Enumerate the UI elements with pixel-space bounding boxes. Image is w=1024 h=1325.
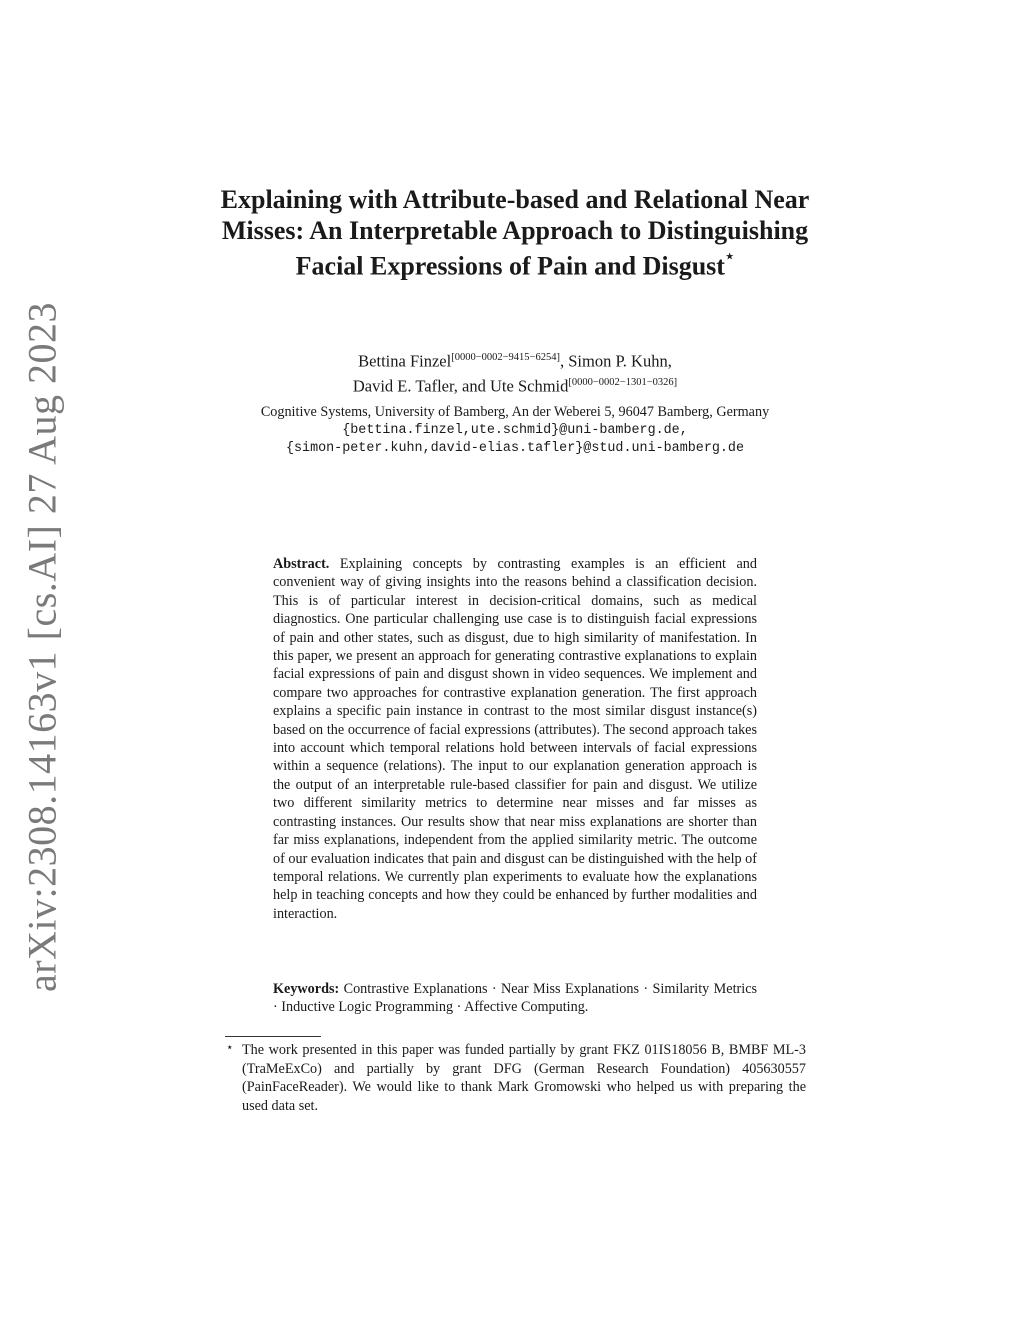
footnote-divider: [225, 1036, 321, 1037]
title-footnote-mark: ⋆: [724, 249, 735, 265]
author-name: Bettina Finzel: [358, 351, 452, 371]
email-address: {simon-peter.kuhn,david-elias.tafler}@stud.uni-bamberg.de: [285, 441, 745, 456]
paper-title: [215, 184, 815, 282]
abstract-text: Explaining concepts by contrasting examples is an efficient and convenient way of giving insights into the reasons behind a classification decision. This is of particular interest in decision-critical domains, such as medical diagnostics. One particular challenging use case is to distinguish facial expressions of pain and other states, such as disgust, due to high similarity of manifestation. In this paper, we present an approach for generating contrastive explanations to explain facial expressions of pain and disgust shown in video sequences. We implement and compare two approaches for contrastive explanation generation. The first approach explains a specific pain instance in contrast to the most similar disgust instance(s) based on the occurrence of facial expressions (attributes). The second approach takes into account which temporal relations hold between intervals of facial expressions within a sequence (relations). The input to our explanation generation approach is the output of an interpretable rule-based classifier for pain and disgust. We utilize two different similarity metrics to determine near misses and far misses as contrasting instances. Our results show that near miss explanations are shorter than far miss explanations, independent from the applied similarity metric. The outcome of our evaluation indicates that pain and disgust can be distinguished with the help of temporal relations. We currently plan experiments to evaluate how the explanations help in teaching concepts and how they could be enhanced by further modalities and interaction.: [273, 556, 757, 922]
keywords-text: Contrastive Explanations · Near Miss Explanations · Similarity Metrics · Inductive Logic Programming · Affective Computing.: [273, 981, 758, 1016]
author-list: [215, 347, 815, 396]
footnote-mark: ⋆: [226, 1040, 234, 1054]
arxiv-identifier-text: arXiv:2308.14163v1 [cs.AI] 27 Aug 2023: [19, 301, 65, 993]
institution: Cognitive Systems, University of Bamberg, An der Weberei 5, 96047 Bamberg, Germany: [260, 404, 770, 420]
abstract-label: Abstract.: [273, 556, 330, 572]
orcid-id: [0000−0002−9415−6254]: [451, 352, 560, 363]
footnote-text: The work presented in this paper was funded partially by grant FKZ 01IS18056 B, BMBF ML-3 (TraMeExCo) and partially by grant DFG (German Research Foundation) 405630557 (PainFaceReader). We would like to thank Mark Gromowski who helped us with preparing the used data set.: [242, 1042, 806, 1114]
keywords-label: Keywords:: [273, 981, 340, 997]
footnote: [226, 1040, 806, 1115]
abstract: [273, 555, 757, 923]
affiliation: [215, 403, 815, 459]
keywords: [273, 980, 757, 1017]
paper-title-text: Explaining with Attribute-based and Relational Near Misses: An Interpretable Approach to Distinguishing Facial Expressions of Pain and Disgust: [220, 185, 810, 281]
author-name: , Simon P. Kuhn,: [559, 351, 672, 371]
email-address: {bettina.finzel,ute.schmid}@uni-bamberg.de,: [342, 422, 688, 438]
author-name: David E. Tafler, and Ute Schmid: [352, 376, 569, 395]
orcid-id: [0000−0002−1301−0326]: [568, 376, 678, 388]
